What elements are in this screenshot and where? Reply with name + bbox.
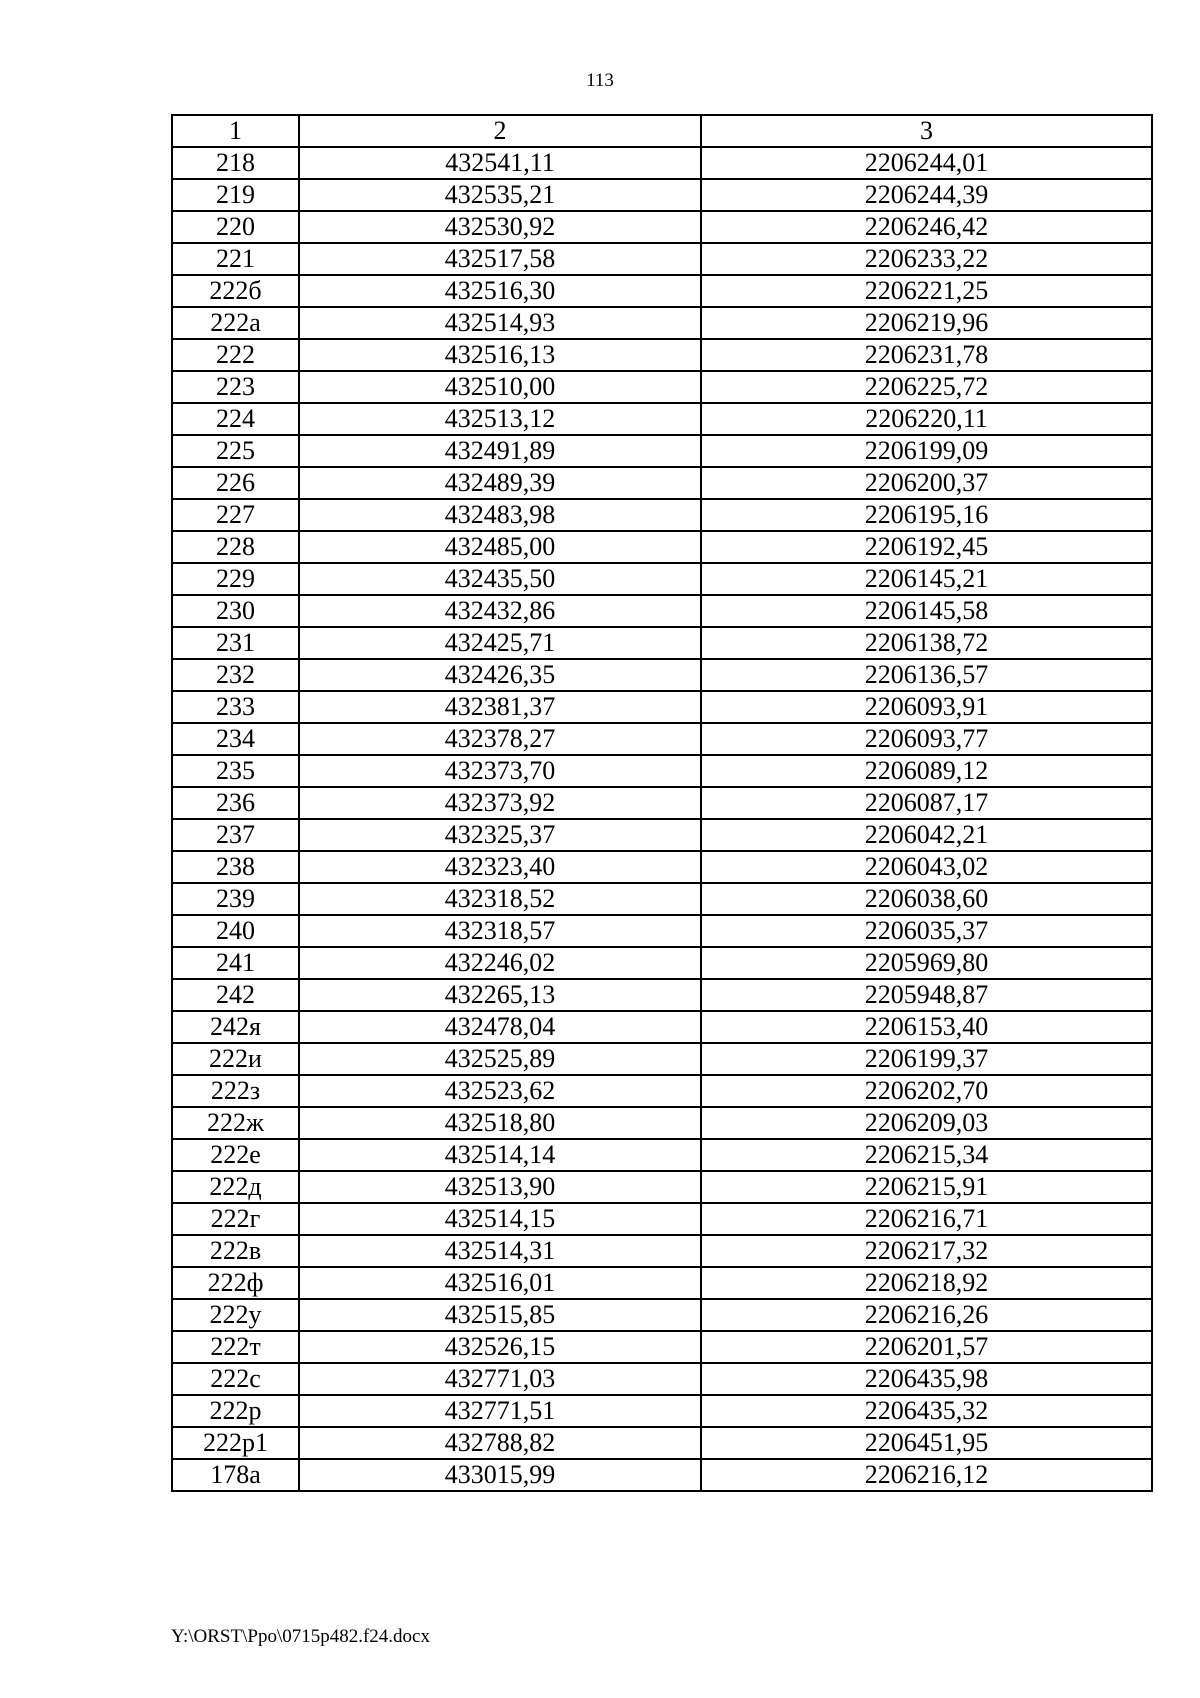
y-coordinate-cell: 2206219,96 [701,307,1152,339]
point-number-cell: 222с [172,1363,299,1395]
table-row [172,1363,1152,1395]
x-coordinate-cell: 432771,51 [299,1395,701,1427]
y-coordinate-cell: 2206093,91 [701,691,1152,723]
x-coordinate-cell: 432432,86 [299,595,701,627]
y-coordinate-cell: 2205969,80 [701,947,1152,979]
x-coordinate-cell: 432381,37 [299,691,701,723]
point-number-cell: 221 [172,243,299,275]
point-number-cell: 240 [172,915,299,947]
point-number-cell: 218 [172,147,299,179]
x-coordinate-cell: 432514,31 [299,1235,701,1267]
table-row [172,371,1152,403]
x-coordinate-cell: 432788,82 [299,1427,701,1459]
y-coordinate-cell: 2206225,72 [701,371,1152,403]
point-number-cell: 239 [172,883,299,915]
x-coordinate-cell: 432485,00 [299,531,701,563]
table-row [172,947,1152,979]
table-row [172,1075,1152,1107]
table-row [172,499,1152,531]
y-coordinate-cell: 2206244,39 [701,179,1152,211]
x-coordinate-cell: 432516,30 [299,275,701,307]
x-coordinate-cell: 432510,00 [299,371,701,403]
y-coordinate-cell: 2206216,26 [701,1299,1152,1331]
point-number-cell: 241 [172,947,299,979]
x-coordinate-cell: 432318,57 [299,915,701,947]
x-coordinate-cell: 432265,13 [299,979,701,1011]
y-coordinate-cell: 2206202,70 [701,1075,1152,1107]
point-number-cell: 236 [172,787,299,819]
y-coordinate-cell: 2206199,37 [701,1043,1152,1075]
point-number-cell: 229 [172,563,299,595]
y-coordinate-cell: 2206220,11 [701,403,1152,435]
point-number-cell: 222з [172,1075,299,1107]
y-coordinate-cell: 2206136,57 [701,659,1152,691]
table-row [172,1011,1152,1043]
point-number-cell: 242 [172,979,299,1011]
table-row [172,1267,1152,1299]
point-number-cell: 222т [172,1331,299,1363]
table-row [172,147,1152,179]
table-row [172,691,1152,723]
y-coordinate-cell: 2206093,77 [701,723,1152,755]
table-row [172,1107,1152,1139]
y-coordinate-cell: 2206231,78 [701,339,1152,371]
x-coordinate-cell: 432373,92 [299,787,701,819]
point-number-cell: 222д [172,1171,299,1203]
x-coordinate-cell: 432491,89 [299,435,701,467]
x-coordinate-cell: 432518,80 [299,1107,701,1139]
table-row [172,307,1152,339]
x-coordinate-cell: 432525,89 [299,1043,701,1075]
y-coordinate-cell: 2206215,91 [701,1171,1152,1203]
point-number-cell: 222 [172,339,299,371]
y-coordinate-cell: 2206138,72 [701,627,1152,659]
point-number-cell: 225 [172,435,299,467]
point-number-cell: 223 [172,371,299,403]
y-coordinate-cell: 2206217,32 [701,1235,1152,1267]
y-coordinate-cell: 2206435,32 [701,1395,1152,1427]
x-coordinate-cell: 432530,92 [299,211,701,243]
x-coordinate-cell: 432426,35 [299,659,701,691]
x-coordinate-cell: 432541,11 [299,147,701,179]
y-coordinate-cell: 2206435,98 [701,1363,1152,1395]
point-number-cell: 242я [172,1011,299,1043]
table-row [172,403,1152,435]
table-row [172,915,1152,947]
table-row [172,1331,1152,1363]
point-number-cell: 226 [172,467,299,499]
x-coordinate-cell: 433015,99 [299,1459,701,1491]
table-row [172,627,1152,659]
table-row [172,595,1152,627]
y-coordinate-cell: 2206216,12 [701,1459,1152,1491]
table-row [172,659,1152,691]
point-number-cell: 230 [172,595,299,627]
table-row [172,1427,1152,1459]
page-number: 113 [586,70,614,91]
y-coordinate-cell: 2206153,40 [701,1011,1152,1043]
y-coordinate-cell: 2206215,34 [701,1139,1152,1171]
table-row [172,819,1152,851]
x-coordinate-cell: 432535,21 [299,179,701,211]
y-coordinate-cell: 2206035,37 [701,915,1152,947]
x-coordinate-cell: 432373,70 [299,755,701,787]
table-row [172,435,1152,467]
y-coordinate-cell: 2206043,02 [701,851,1152,883]
x-coordinate-cell: 432478,04 [299,1011,701,1043]
x-coordinate-cell: 432514,14 [299,1139,701,1171]
y-coordinate-cell: 2206221,25 [701,275,1152,307]
table-row [172,1235,1152,1267]
y-coordinate-cell: 2206145,58 [701,595,1152,627]
point-number-cell: 232 [172,659,299,691]
y-coordinate-cell: 2206145,21 [701,563,1152,595]
table-row [172,339,1152,371]
table-row [172,467,1152,499]
table-header-row [172,115,1152,147]
header-cell-col-2: 2 [299,115,701,147]
point-number-cell: 233 [172,691,299,723]
y-coordinate-cell: 2206200,37 [701,467,1152,499]
point-number-cell: 224 [172,403,299,435]
x-coordinate-cell: 432483,98 [299,499,701,531]
x-coordinate-cell: 432514,93 [299,307,701,339]
y-coordinate-cell: 2206451,95 [701,1427,1152,1459]
table-row [172,275,1152,307]
point-number-cell: 222р1 [172,1427,299,1459]
y-coordinate-cell: 2206216,71 [701,1203,1152,1235]
x-coordinate-cell: 432516,01 [299,1267,701,1299]
point-number-cell: 222и [172,1043,299,1075]
x-coordinate-cell: 432323,40 [299,851,701,883]
x-coordinate-cell: 432435,50 [299,563,701,595]
table-row [172,1459,1152,1491]
point-number-cell: 220 [172,211,299,243]
point-number-cell: 222а [172,307,299,339]
y-coordinate-cell: 2206209,03 [701,1107,1152,1139]
point-number-cell: 234 [172,723,299,755]
point-number-cell: 219 [172,179,299,211]
x-coordinate-cell: 432771,03 [299,1363,701,1395]
table-row [172,723,1152,755]
table-row [172,851,1152,883]
point-number-cell: 228 [172,531,299,563]
point-number-cell: 222у [172,1299,299,1331]
x-coordinate-cell: 432517,58 [299,243,701,275]
point-number-cell: 227 [172,499,299,531]
point-number-cell: 178а [172,1459,299,1491]
y-coordinate-cell: 2206218,92 [701,1267,1152,1299]
point-number-cell: 222р [172,1395,299,1427]
table-row [172,1395,1152,1427]
coordinates-table [171,114,1153,1492]
table-row [172,563,1152,595]
x-coordinate-cell: 432246,02 [299,947,701,979]
x-coordinate-cell: 432325,37 [299,819,701,851]
table-row [172,531,1152,563]
y-coordinate-cell: 2206233,22 [701,243,1152,275]
x-coordinate-cell: 432515,85 [299,1299,701,1331]
x-coordinate-cell: 432489,39 [299,467,701,499]
x-coordinate-cell: 432425,71 [299,627,701,659]
point-number-cell: 222г [172,1203,299,1235]
y-coordinate-cell: 2205948,87 [701,979,1152,1011]
table-row [172,1299,1152,1331]
y-coordinate-cell: 2206192,45 [701,531,1152,563]
table-row [172,1203,1152,1235]
point-number-cell: 222б [172,275,299,307]
table-row [172,883,1152,915]
table-row [172,1139,1152,1171]
table-row [172,1043,1152,1075]
point-number-cell: 222в [172,1235,299,1267]
table-row [172,1171,1152,1203]
point-number-cell: 222е [172,1139,299,1171]
table-row [172,211,1152,243]
y-coordinate-cell: 2206201,57 [701,1331,1152,1363]
point-number-cell: 235 [172,755,299,787]
table-row [172,243,1152,275]
x-coordinate-cell: 432514,15 [299,1203,701,1235]
y-coordinate-cell: 2206087,17 [701,787,1152,819]
y-coordinate-cell: 2206089,12 [701,755,1152,787]
x-coordinate-cell: 432513,90 [299,1171,701,1203]
x-coordinate-cell: 432513,12 [299,403,701,435]
x-coordinate-cell: 432523,62 [299,1075,701,1107]
x-coordinate-cell: 432318,52 [299,883,701,915]
point-number-cell: 222ф [172,1267,299,1299]
y-coordinate-cell: 2206244,01 [701,147,1152,179]
x-coordinate-cell: 432378,27 [299,723,701,755]
header-cell-col-1: 1 [172,115,299,147]
y-coordinate-cell: 2206042,21 [701,819,1152,851]
table-row [172,787,1152,819]
y-coordinate-cell: 2206195,16 [701,499,1152,531]
point-number-cell: 222ж [172,1107,299,1139]
footer-file-path: Y:\ORST\Ppo\0715p482.f24.docx [171,1626,430,1647]
point-number-cell: 237 [172,819,299,851]
point-number-cell: 238 [172,851,299,883]
y-coordinate-cell: 2206199,09 [701,435,1152,467]
table-body [172,115,1152,1491]
x-coordinate-cell: 432516,13 [299,339,701,371]
x-coordinate-cell: 432526,15 [299,1331,701,1363]
header-cell-col-3: 3 [701,115,1152,147]
table-row [172,179,1152,211]
y-coordinate-cell: 2206246,42 [701,211,1152,243]
table-row [172,755,1152,787]
y-coordinate-cell: 2206038,60 [701,883,1152,915]
point-number-cell: 231 [172,627,299,659]
table-row [172,979,1152,1011]
